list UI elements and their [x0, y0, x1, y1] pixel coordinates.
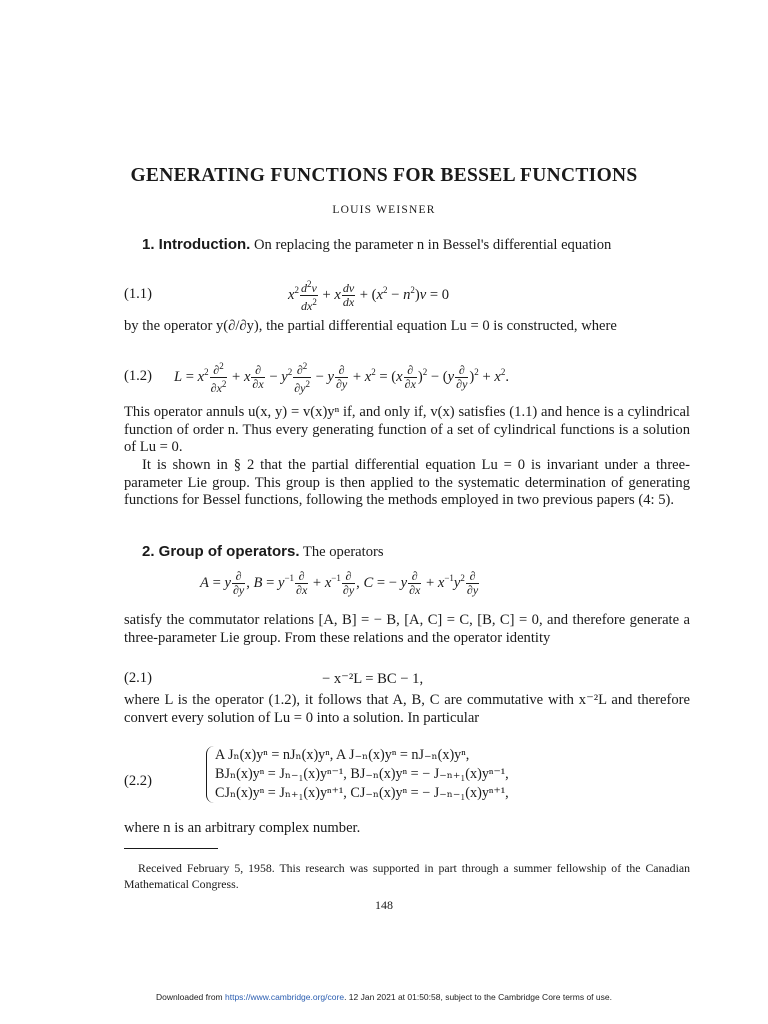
equation-1-1	[124, 278, 690, 313]
operators-equation-body: A = y $\frac{\partial}{\partial y}$ , $B = y^{-1}$ $\frac{\partial}{\partial x}$ + $x^{-1}$ $\frac{\partial}{\partial y}$ , C = − y $\frac{\partial}{\partial x}$ + $x^{-1}y^2$ $\frac{\partial}{\partial y}$	[200, 569, 479, 597]
page-number: 148	[375, 898, 393, 912]
equation-1-2-body: $L = x^2$ $\frac{\partial^2}{\partial x^2}$ + x $\frac{\partial}{\partial x}$ − $y^2$ $\frac{\partial^2}{\partial y^2}$ − y $\frac{\partial}{\partial y}$ + $x^2 = (x$ $\frac{\partial}{\partial x}$ )$^2$ − (y $\frac{\partial}{\partial y}$ )$^2 + x^2$.	[174, 361, 509, 395]
group-paragraph-3: where L is the operator (1.2), it follows that A, B, C are commutative with x⁻²L and therefore convert every solution of Lu = 0 into a solution. In particular	[124, 692, 690, 726]
group-paragraph-2: satisfy the commutator relations [A, B] = − B, [A, C] = C, [B, C] = 0, and therefore generate a three-parameter Lie group. From these relations and the operator identity	[124, 612, 690, 646]
section-1-heading: 1. Introduction.	[142, 236, 251, 253]
footnote-text: Received February 5, 1958. This research was supported in part through a summer fellowship of the Canadian Mathematical Congress.	[124, 861, 690, 891]
equation-2-2-line-3: CJₙ(x)yⁿ = Jₙ₊₁(x)yⁿ⁺¹, CJ₋ₙ(x)yⁿ = − J₋ₙ₋₁(x)yⁿ⁺¹,	[215, 785, 509, 801]
paper-author: LOUIS WEISNER	[332, 204, 436, 216]
equation-2-2-system	[206, 746, 509, 803]
section-2-heading: 2. Group of operators.	[142, 543, 300, 560]
paper-title: GENERATING FUNCTIONS FOR BESSEL FUNCTIONS	[130, 165, 638, 186]
intro-text-4: It is shown in § 2 that the partial differential equation Lu = 0 is invariant under a three-parameter Lie group. This group is then applied to the systematic determination of generating functions for Bessel functions, following the methods employed in two previous papers (4: 5).	[124, 457, 690, 509]
group-text-1: The operators	[302, 544, 384, 560]
group-paragraph-1	[124, 543, 690, 562]
equation-1-1-label: (1.1)	[124, 286, 152, 302]
operators-equation	[124, 570, 690, 600]
intro-paragraph-2: by the operator y(∂/∂y), the partial differential equation Lu = 0 is constructed, where	[124, 318, 617, 334]
download-prefix: Downloaded from	[156, 992, 225, 1002]
group-paragraph-4: where n is an arbitrary complex number.	[124, 820, 361, 836]
intro-paragraph-4	[124, 457, 690, 510]
equation-1-2	[124, 360, 690, 395]
intro-paragraph-3: This operator annuls u(x, y) = v(x)yⁿ if, and only if, v(x) satisfies (1.1) and hence is a cylindrical function of order n. Thus every generating function of a set of cylindrical functions is a solution of Lu = 0.	[124, 404, 690, 456]
equation-2-2-line-2: BJₙ(x)yⁿ = Jₙ₋₁(x)yⁿ⁻¹, BJ₋ₙ(x)yⁿ = − J₋ₙ₊₁(x)yⁿ⁻¹,	[215, 766, 509, 782]
footnote	[124, 860, 690, 892]
equation-2-1-body: − x⁻²L = BC − 1,	[322, 671, 424, 687]
intro-text-1: On replacing the parameter n in Bessel's differential equation	[253, 237, 612, 253]
equation-2-2-label: (2.2)	[124, 773, 152, 789]
download-notice	[0, 992, 768, 1002]
equation-2-2-line-1: A Jₙ(x)yⁿ = nJₙ(x)yⁿ, A J₋ₙ(x)yⁿ = nJ₋ₙ(x)yⁿ,	[215, 747, 470, 763]
intro-paragraph-1	[124, 236, 690, 255]
equation-2-1-label: (2.1)	[124, 670, 152, 686]
download-suffix: . 12 Jan 2021 at 01:50:58, subject to the Cambridge Core terms of use.	[344, 992, 612, 1002]
equation-1-2-label: (1.2)	[124, 368, 152, 384]
equation-1-1-body: $x^2$ $\frac{d^2v}{dx^2}$ + x $\frac{dv}{dx}$ + $(x^2 - n^2)v = 0$	[288, 279, 450, 313]
cambridge-core-link[interactable]: https://www.cambridge.org/core	[225, 992, 345, 1002]
footnote-divider	[124, 848, 218, 849]
